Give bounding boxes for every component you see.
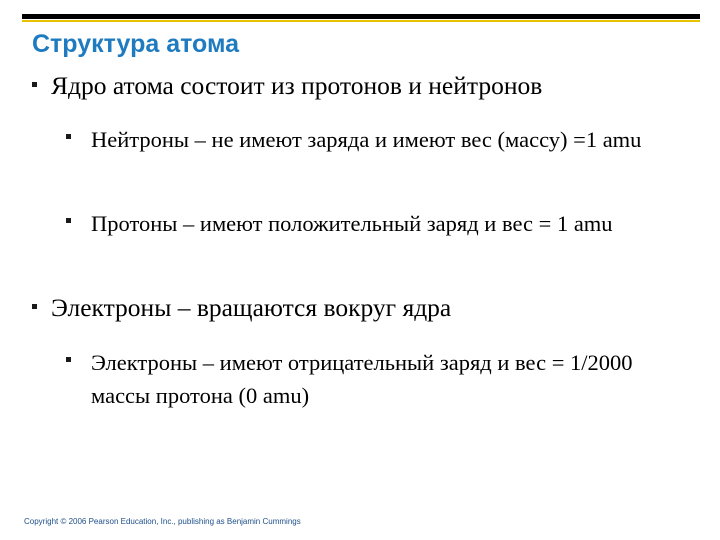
bullet-protons bbox=[66, 207, 683, 240]
bullet-marker bbox=[32, 82, 37, 87]
bullet-nucleus bbox=[32, 70, 702, 102]
bullet-marker bbox=[32, 304, 37, 309]
copyright-footer: Copyright © 2006 Pearson Education, Inc., publishing as Benjamin Cummings bbox=[24, 517, 301, 526]
top-divider-accent bbox=[22, 20, 700, 22]
top-divider bbox=[22, 14, 700, 19]
bullet-text: Электроны – имеют отрицательный заряд и вес = 1/2000 массы протона (0 amu) bbox=[91, 350, 633, 408]
bullet-marker bbox=[66, 357, 71, 362]
bullet-text: Нейтроны – не имеют заряда и имеют вес (массу) =1 amu bbox=[91, 127, 642, 152]
bullet-neutrons bbox=[66, 123, 683, 156]
slide-title: Структура атома bbox=[32, 30, 240, 58]
bullet-marker bbox=[66, 134, 71, 139]
bullet-electrons bbox=[32, 292, 702, 324]
bullet-electron-charge bbox=[66, 346, 683, 412]
bullet-marker bbox=[66, 218, 71, 223]
bullet-text: Электроны – вращаются вокруг ядра bbox=[51, 293, 452, 322]
bullet-text: Протоны – имеют положительный заряд и вес = 1 amu bbox=[91, 211, 613, 236]
bullet-text: Ядро атома состоит из протонов и нейтронов bbox=[51, 71, 543, 100]
